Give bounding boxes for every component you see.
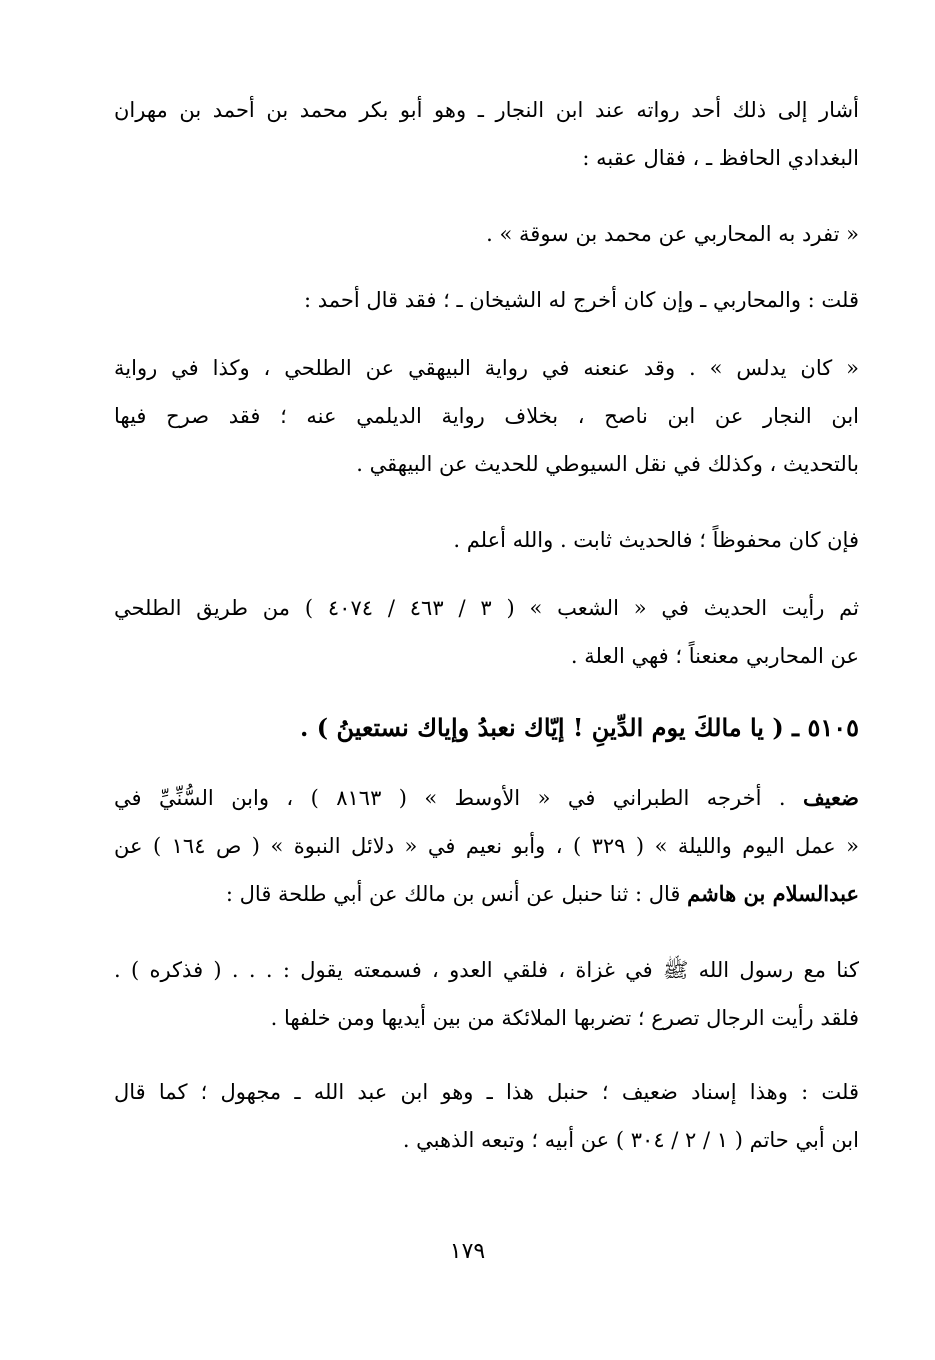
paragraph-8 — [114, 1068, 859, 1164]
text-line: فإن كان محفوظاً ؛ فالحديث ثابت . والله أعلم . — [453, 528, 859, 552]
text-line: « عمل اليوم والليلة » ( ٣٢٩ ) ، وأبو نعيم في « دلائل النبوة » ( ص ١٦٤ ) عن — [114, 834, 859, 858]
text-line: قلت : والمحاربي ـ وإن كان أخرج له الشيخان ـ ؛ فقد قال أحمد : — [303, 288, 859, 312]
text-line: ابن النجار عن ابن ناصح ، بخلاف رواية الديلمي عنه ؛ فقد صرح فيها — [114, 404, 859, 428]
paragraph-3 — [114, 344, 859, 488]
page-number: ١٧٩ — [449, 1239, 486, 1264]
text-line-rest: قال : ثنا حنبل عن أنس بن مالك عن أبي طلحة قال : — [225, 882, 688, 906]
text-line: ثم رأيت الحديث في « الشعب » ( ٣ / ٤٦٣ / ٤٠٧٤ ) من طريق الطلحي — [114, 596, 859, 620]
hadith-heading — [114, 704, 859, 752]
paragraph-1 — [114, 86, 859, 182]
paragraph-7 — [114, 946, 859, 1042]
text-line: أشار إلى ذلك أحد رواته عند ابن النجار ـ وهو أبو بكر محمد بن أحمد بن مهران — [114, 98, 859, 122]
narrator-name: عبدالسلام بن هاشم — [687, 881, 859, 906]
text-line: عن المحاربي معنعناً ؛ فهي العلة . — [570, 644, 859, 668]
text-line: « تفرد به المحاربي عن محمد بن سوقة » . — [486, 222, 859, 246]
text-line: قلت : وهذا إسناد ضعيف ؛ حنبل هذا ـ وهو ابن عبد الله ـ مجهول ؛ كما قال — [114, 1080, 859, 1104]
text-line: « كان يدلس » . وقد عنعنه في رواية البيهقي عن الطلحي ، وكذا في رواية — [114, 356, 859, 380]
paragraph-5 — [114, 584, 859, 680]
text-line: فلقد رأيت الرجال تصرع ؛ تضربها الملائكة من بين أيديها ومن خلفها . — [270, 1006, 859, 1030]
text-line: بالتحديث ، وكذلك في نقل السيوطي للحديث عن البيهقي . — [356, 452, 859, 476]
hadith-title: ٥١٠٥ ـ ( يا مالكَ يوم الدِّينِ ! إيّاك نعبدُ وإياك نستعينُ ) . — [300, 713, 859, 742]
text-line — [114, 870, 859, 918]
paragraph-quote — [114, 210, 859, 258]
paragraph-4 — [114, 516, 859, 564]
grading-label: ضعيف — [802, 785, 859, 810]
paragraph-2 — [114, 276, 859, 324]
paragraph-6 — [114, 774, 859, 918]
text-line-rest: . أخرجه الطبراني في « الأوسط » ( ٨١٦٣ ) ، وابن السُّنِّيِّ في — [114, 786, 803, 810]
text-line: كنا مع رسول الله ﷺ في غزاة ، فلقي العدو ، فسمعته يقول : . . . ( فذكره ) . — [114, 958, 859, 982]
text-line: البغدادي الحافظ ـ ، فقال عقبه : — [582, 146, 859, 170]
text-line — [114, 774, 859, 822]
text-line: ابن أبي حاتم ( ١ / ٢ / ٣٠٤ ) عن أبيه ؛ وتبعه الذهبي . — [402, 1128, 859, 1152]
